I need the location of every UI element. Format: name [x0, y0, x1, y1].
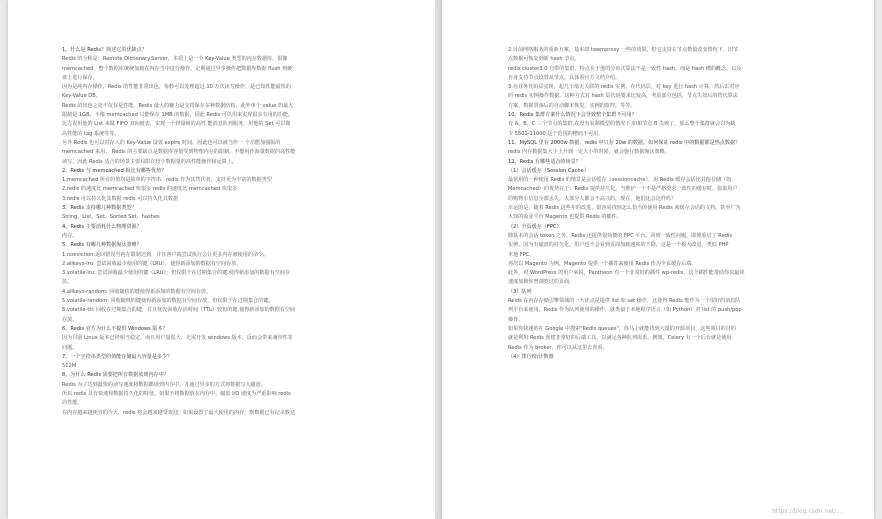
text-line: 11、MySQL 里有 2000w 数据，redis 中只存 20w 的数据，如何保证 redis 中的数据都是热点数据？ — [508, 139, 741, 146]
text-line: 盘上进行保存。 — [62, 74, 98, 81]
text-line: 除基本的会话 token 之外，Redis 还提供很简便的 FPC 平台。回到一致性问题，即使重启了 Redis — [508, 232, 733, 239]
text-line: 比方说用他的 List 来做 FIFO 双向链表，实现一个轻量级的高性 能消息队列服务，用他的 Set 可以做 — [62, 121, 291, 128]
text-line: String、List、Set、Sorted Set、hashes — [62, 214, 160, 221]
text-line: memcached，整个数据库统统加载在内存当中进行操作，定期通过异步操作把数据库数据 flush 到硬 — [62, 65, 293, 72]
text-line: 2.allkeys-lru: 尝试回收最少使用的键（LRU），使得新添加的数据有空间存放。 — [62, 260, 242, 267]
text-line: 再次以 Magento 为例，Magento 提供一个插件来使用 Redis 作为全页缓存后端。 — [508, 260, 697, 267]
text-line: Redis 的出色之处不仅仅是性能，Redis 最大的魅力是支持保存多种数据结构，此外单个 value 的最大 — [62, 102, 294, 109]
text-line: 因为是纯内存操作，Redis 的性能非常出色，每秒可以处理超过 10 万次读写操作，是已知性能最快的 — [62, 84, 291, 91]
right-page-content — [508, 46, 850, 362]
page-gutter — [435, 0, 442, 519]
text-line: 所以 redis 具有快速和数据持久化的特征，如果不将数据放在内存中，磁盘 I/O 速度为严重影响 redis — [62, 390, 291, 397]
text-line: 操作。 — [508, 316, 524, 323]
text-line: 放。 — [62, 279, 73, 286]
text-line: 的 redis 实例操作数据。这种方式对 hash 层代码要求比较高，考虑部分包括，节点失效后的替代算法 — [508, 93, 738, 100]
text-line: Redis 为了达到最快的读写速度将数据都读到内存中，并通过异步的方式将数据写入磁盘。 — [62, 381, 266, 388]
text-line: 3、Redis 支持哪几种数据类型？ — [62, 205, 137, 212]
text-line: Memcached）的优势在于：Redis 提供持久化。当维护一个不是严格要求一致性的缓存时，如果用户 — [508, 186, 738, 193]
text-line: 在内存越来越便宜的今天，redis 将会越来越受欢迎，如果设置了最大使用的内存，则数据已有记录数达 — [62, 409, 296, 416]
text-line: 4、Redis 主要消耗什么物理资源？ — [62, 223, 142, 230]
text-line: 因为目前 Linux 版本已经相当稳定，而且用户量很大，无需开发 windows 版本，反而会带来兼容性等 — [62, 335, 293, 342]
left-page — [8, 0, 435, 519]
text-line: 的购物车信息全部丢失，大部分人都会不高兴的，现在，他们还会这样吗？ — [508, 195, 677, 202]
text-line: 有 A，B，C 三个节点的集群,在没有复制模型的情况下,如果节点 B 失败了，那么整个集群就会以为缺 — [508, 121, 736, 128]
text-line: 问题。 — [62, 344, 78, 351]
text-line: 如果你快速的在 Google 中搜索"Redis queues"，你马上就能找到大量的开源项目，这些项目的目的 — [508, 325, 736, 332]
text-line: 最常用的一种使用 Redis 的情景是会话缓存（sessioncache），用 Redis 缓存会话比其他存储（如 — [508, 177, 732, 184]
text-line: 5、Redis 有哪几种数据淘汰策略？ — [62, 242, 142, 249]
right-page — [442, 0, 874, 519]
text-line: 3.在业务代码层实现，起几个毫无关联的 redis 实例，在代码层，对 key 进行 hash 计算，然后去对应 — [508, 84, 740, 91]
text-line: 存放。 — [62, 316, 78, 323]
text-line: （1）会话缓存（Session Cache） — [508, 167, 589, 174]
text-line: Key-Value DB。 — [62, 93, 101, 100]
text-line: 6.volatile-ttl: 回收在过期集合的键，并且优先回收存活时间（TTL）较短的键,使得新添加的数据有空间 — [62, 307, 296, 314]
text-line: 另外 Redis 也可以对存入的 Key-Value 设置 expire 时间，因此也可以被当作一 个功能加强版的 — [62, 139, 281, 146]
text-line: 6、Redis 官方为什么不提供 Windows 版本？ — [62, 325, 168, 332]
text-line: 2.目前网络服务的重新方案，基本却 twemproxy 一些的效果，但它支持在节点数量改变情况下，旧节 — [508, 47, 739, 53]
text-line: 5.volatile-random: 回收随机的键使得新添加的数据有空间存放，但仅限于在过期集合的键。 — [62, 298, 274, 305]
text-line: 内存。 — [62, 232, 78, 239]
text-line: 的性能。 — [62, 400, 83, 407]
text-line: 少 5501-11000 这个范围的槽而不可用。 — [508, 130, 604, 137]
text-line: 实例，因为有磁盘的持久化，用户也不会看到页面加载速度的下降，这是一个极大改进，类似 PHP — [508, 242, 729, 249]
text-line: 3.volatile-lru: 尝试回收最少使用的键（LRU），但仅限于在过期集合的键,使得新添加的数据有空间存 — [62, 270, 290, 277]
left-page-content — [62, 46, 413, 418]
text-line: Reids 在内存存储引擎领域的一大优点是提供 list 和 set 操作，这使得 Redis 能作为一个很好的消息队 — [508, 298, 741, 305]
text-line: 读写，因此 Redis 适合的场景主要局限在较小数据量的高性能操作和运算上。 — [62, 158, 237, 165]
text-line: 1.noeviction:返回错误当内存限制达到，并且客户端尝试执行会让更多内存被使用的命令。 — [62, 251, 269, 258]
text-line: 12、Redis 有哪些适合的场景？ — [508, 158, 581, 165]
text-line: 就是利用 Redis 创建非常好的后端工具，以满足各种队列需求。例如，Celery 有一个后台就是使用 — [508, 335, 732, 342]
text-line: 人知的商业平台 Magento 也提供 Redis 的插件。 — [508, 214, 622, 221]
text-line: 1、什么是 Redis？简述它的优缺点？ — [62, 47, 147, 53]
text-line: memcached 来用。 Redis 的主要缺点是数据库容量受到物理内存的限制，不能用作海量数据的高性能 — [62, 149, 296, 156]
text-line: Redis 的全称是：Remote Dictionary.Server，本质上是一个 Key-Value 类型的内存数据库，很像 — [62, 56, 288, 63]
text-line: 2、Redis 与 memcached 相比有哪些优势？ — [62, 167, 167, 174]
text-line: 2.redis 的速度比 memcached 快很多 redis 的速度比 memcached 快很多 — [62, 186, 238, 193]
text-line: 幸运的是，随着 Redis 这些年的改进，很容易找到怎么恰当的使用 Redis 来缓存会话的文档。甚至广为 — [508, 205, 741, 212]
text-line: 自身支持节点设置从节点。具体看官方文档介绍。 — [508, 74, 621, 81]
text-line: 方案，数据震荡后的自动脚本恢复，实例的监控，等等。 — [508, 102, 636, 109]
text-line: 1.memcached 所有的值均是简单的字符串，redis 作为其替代者，支持更为丰富的数据类型 — [62, 177, 272, 184]
text-line: 速度加载你曾浏览过的页面。 — [508, 279, 575, 286]
text-line: 10、Redis 集群方案什么情况下会导致整个集群不可用？ — [508, 112, 637, 119]
text-line: 8、为什么 Redis 需要把所有数据放到内存中？ — [62, 372, 169, 379]
text-line: 4.allkeys-random: 回收随机的键使得新添加的数据有空间存放。 — [62, 288, 212, 295]
text-line: 此外，对 WordPress 的用户来说，Pantheon 有一个非常好的插件 wp-redis，这个插件能帮助你以最快 — [508, 270, 745, 277]
text-line: redis 内存数据集大小上升到一定大小的时候，就会施行数据淘汰策略。 — [508, 149, 670, 156]
text-line: （3）队列 — [508, 288, 532, 295]
text-line: 限制是 1GB，不像 memcached 只能保存 1MB 的数据，因此 Redis 可以用来实现很多有用的功能。 — [62, 112, 294, 119]
text-line: 高性能的 tag 系统等等。 — [62, 130, 120, 137]
text-line: 3.redis 可以持久化其数据 redis 可以持久化其数据 — [62, 195, 179, 202]
text-line: 点数据可恢复到新 hash 节点。 — [508, 56, 580, 63]
text-line: 列平台来使用。Redis 作为队列使用的操作，就类似于本地程序语言（如 Python）对 list 的 push/pop — [508, 307, 742, 314]
text-line: redis cluster3.0 自带的集群，特点在于他的分布式算法不是一致性 hash，而是 hash 槽的概念，以及 — [508, 65, 742, 72]
text-line: （2）全页缓存（FPC） — [508, 223, 562, 230]
text-line: Redis 作为 broker，你可以从这里去查看。 — [508, 344, 608, 351]
text-line: 7、一个字符串类型的值能存储最大容量是多少？ — [62, 353, 173, 360]
text-line: 512M — [62, 363, 77, 370]
text-line: 本地 FPC。 — [508, 251, 535, 258]
watermark: https://blog.csdn.net/... — [772, 508, 842, 515]
text-line: （4）排行榜/计数器 — [508, 353, 554, 360]
